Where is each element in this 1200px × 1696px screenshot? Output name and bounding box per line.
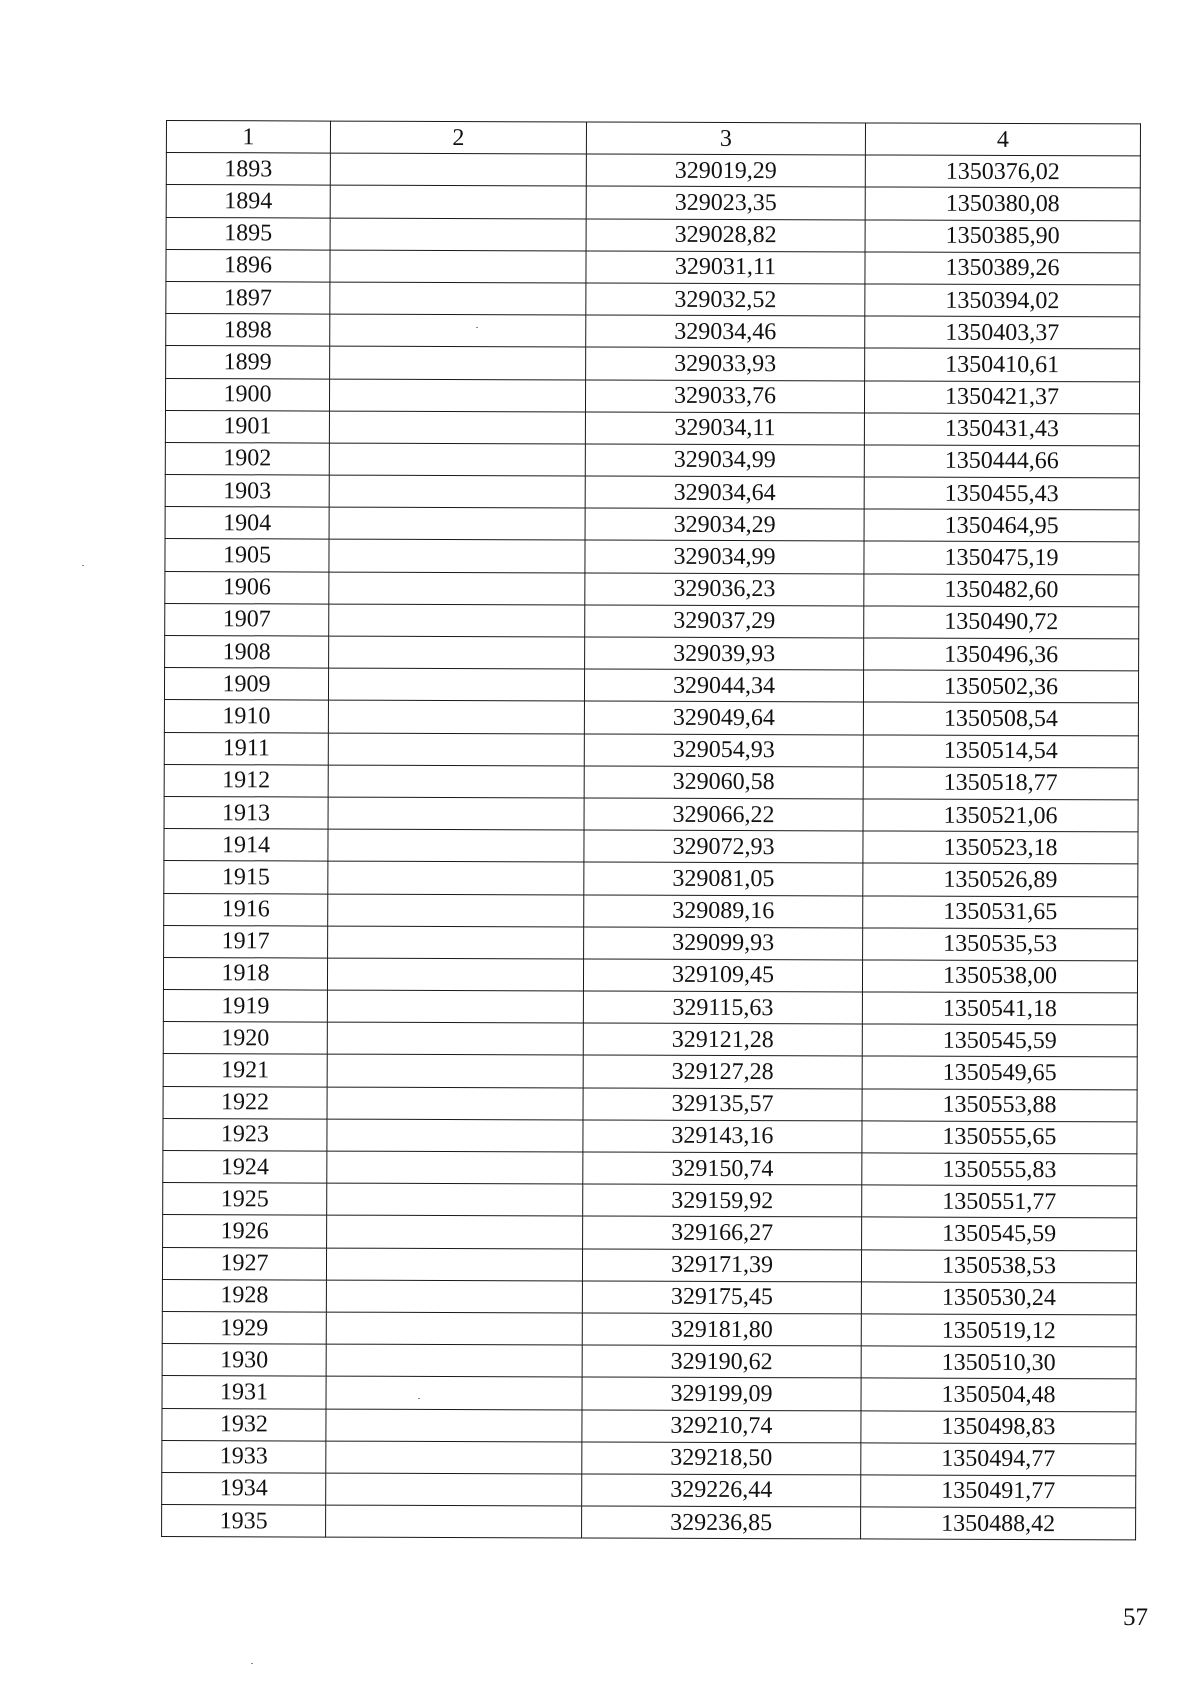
table-row — [163, 1054, 1137, 1090]
point-number-cell: 1905 — [165, 539, 329, 572]
y-coordinate-cell: 1350545,59 — [862, 1024, 1137, 1057]
y-coordinate-cell: 1350385,90 — [865, 220, 1140, 253]
point-number-cell: 1915 — [164, 861, 328, 894]
x-coordinate-cell: 329099,93 — [584, 927, 863, 960]
y-coordinate-cell: 1350475,19 — [864, 541, 1139, 574]
x-coordinate-cell: 329210,74 — [582, 1409, 861, 1442]
y-coordinate-cell: 1350376,02 — [865, 155, 1140, 188]
blank-cell — [327, 1087, 583, 1120]
x-coordinate-cell: 329226,44 — [582, 1474, 861, 1507]
blank-cell — [326, 1248, 582, 1281]
blank-cell — [330, 153, 586, 186]
y-coordinate-cell: 1350403,37 — [865, 316, 1140, 349]
x-coordinate-cell: 329109,45 — [583, 959, 862, 992]
table-row — [166, 314, 1140, 350]
x-coordinate-cell: 329190,62 — [582, 1345, 861, 1378]
x-coordinate-cell: 329089,16 — [584, 894, 863, 927]
point-number-cell: 1911 — [164, 732, 328, 765]
x-coordinate-cell: 329218,50 — [582, 1442, 861, 1475]
point-number-cell: 1929 — [162, 1311, 326, 1344]
x-coordinate-cell: 329143,16 — [583, 1120, 862, 1153]
x-coordinate-cell: 329115,63 — [583, 991, 862, 1024]
table-row — [165, 507, 1139, 543]
column-header-4: 4 — [865, 123, 1140, 156]
y-coordinate-cell: 1350508,54 — [863, 702, 1138, 735]
blank-cell — [328, 894, 584, 927]
point-number-cell: 1894 — [166, 185, 330, 218]
x-coordinate-cell: 329049,64 — [584, 701, 863, 734]
point-number-cell: 1913 — [164, 796, 328, 829]
table-row — [164, 732, 1138, 768]
table-row — [162, 1505, 1136, 1541]
point-number-cell: 1919 — [163, 990, 327, 1023]
blank-cell — [327, 1119, 583, 1152]
scan-speck — [251, 1663, 253, 1664]
y-coordinate-cell: 1350498,83 — [861, 1410, 1136, 1443]
blank-cell — [326, 1473, 582, 1506]
blank-cell — [328, 765, 584, 798]
x-coordinate-cell: 329044,34 — [584, 669, 863, 702]
table-row — [163, 957, 1137, 993]
point-number-cell: 1897 — [166, 281, 330, 314]
x-coordinate-cell: 329060,58 — [584, 766, 863, 799]
x-coordinate-cell: 329019,29 — [586, 154, 865, 187]
y-coordinate-cell: 1350464,95 — [864, 509, 1139, 542]
point-number-cell: 1908 — [165, 635, 329, 668]
blank-cell — [330, 314, 586, 347]
point-number-cell: 1927 — [162, 1247, 326, 1280]
point-number-cell: 1925 — [163, 1183, 327, 1216]
x-coordinate-cell: 329034,99 — [585, 540, 864, 573]
table-row — [165, 475, 1139, 511]
y-coordinate-cell: 1350526,89 — [863, 863, 1138, 896]
blank-cell — [328, 861, 584, 894]
table-row — [162, 1440, 1136, 1476]
blank-cell — [328, 829, 584, 862]
point-number-cell: 1914 — [164, 829, 328, 862]
y-coordinate-cell: 1350482,60 — [864, 574, 1139, 607]
point-number-cell: 1909 — [164, 668, 328, 701]
x-coordinate-cell: 329199,09 — [582, 1377, 861, 1410]
blank-cell — [326, 1409, 582, 1442]
blank-cell — [327, 1215, 583, 1248]
y-coordinate-cell: 1350541,18 — [862, 992, 1137, 1025]
table-row — [165, 603, 1139, 639]
point-number-cell: 1923 — [163, 1118, 327, 1151]
x-coordinate-cell: 329033,93 — [586, 347, 865, 380]
blank-cell — [327, 990, 583, 1023]
blank-cell — [329, 636, 585, 669]
point-number-cell: 1893 — [166, 153, 330, 186]
point-number-cell: 1933 — [162, 1440, 326, 1473]
y-coordinate-cell: 1350510,30 — [861, 1346, 1136, 1379]
scan-speck — [82, 565, 84, 566]
blank-cell — [329, 443, 585, 476]
y-coordinate-cell: 1350431,43 — [864, 413, 1139, 446]
table-row — [166, 346, 1140, 382]
x-coordinate-cell: 329166,27 — [583, 1216, 862, 1249]
table-row — [165, 539, 1139, 575]
blank-cell — [327, 1183, 583, 1216]
x-coordinate-cell: 329072,93 — [584, 830, 863, 863]
table-row — [163, 1086, 1137, 1122]
blank-cell — [326, 1376, 582, 1409]
point-number-cell: 1901 — [165, 410, 329, 443]
table-row — [163, 1150, 1137, 1186]
y-coordinate-cell: 1350455,43 — [864, 477, 1139, 510]
x-coordinate-cell: 329081,05 — [584, 862, 863, 895]
table-row — [163, 990, 1137, 1026]
blank-cell — [326, 1505, 582, 1538]
point-number-cell: 1924 — [163, 1150, 327, 1183]
table-row — [164, 893, 1138, 929]
x-coordinate-cell: 329159,92 — [583, 1184, 862, 1217]
y-coordinate-cell: 1350514,54 — [863, 735, 1138, 768]
table-row — [163, 1183, 1137, 1219]
y-coordinate-cell: 1350523,18 — [863, 831, 1138, 864]
table-row — [164, 796, 1138, 832]
blank-cell — [328, 797, 584, 830]
y-coordinate-cell: 1350553,88 — [862, 1089, 1137, 1122]
point-number-cell: 1912 — [164, 764, 328, 797]
x-coordinate-cell: 329034,29 — [585, 508, 864, 541]
table-row — [165, 442, 1139, 478]
scan-speck — [418, 1398, 420, 1399]
point-number-cell: 1928 — [162, 1279, 326, 1312]
blank-cell — [329, 379, 585, 412]
x-coordinate-cell: 329033,76 — [585, 379, 864, 412]
point-number-cell: 1899 — [166, 346, 330, 379]
point-number-cell: 1917 — [164, 925, 328, 958]
point-number-cell: 1902 — [165, 442, 329, 475]
blank-cell — [329, 572, 585, 605]
blank-cell — [328, 733, 584, 766]
point-number-cell: 1895 — [166, 217, 330, 250]
x-coordinate-cell: 329175,45 — [582, 1281, 861, 1314]
y-coordinate-cell: 1350555,83 — [862, 1153, 1137, 1186]
table-row — [162, 1376, 1136, 1412]
table-row — [166, 153, 1140, 189]
x-coordinate-cell: 329150,74 — [583, 1152, 862, 1185]
y-coordinate-cell: 1350410,61 — [865, 348, 1140, 381]
point-number-cell: 1922 — [163, 1086, 327, 1119]
table-row — [162, 1247, 1136, 1283]
table-row — [162, 1311, 1136, 1347]
x-coordinate-cell: 329127,28 — [583, 1055, 862, 1088]
x-coordinate-cell: 329032,52 — [586, 283, 865, 316]
y-coordinate-cell: 1350535,53 — [863, 928, 1138, 961]
blank-cell — [326, 1441, 582, 1474]
y-coordinate-cell: 1350545,59 — [862, 1217, 1137, 1250]
y-coordinate-cell: 1350538,00 — [862, 960, 1137, 993]
table-row — [163, 1022, 1137, 1058]
table-row — [166, 217, 1140, 253]
y-coordinate-cell: 1350494,77 — [861, 1443, 1136, 1476]
x-coordinate-cell: 329181,80 — [582, 1313, 861, 1346]
table-header-row — [166, 121, 1140, 157]
x-coordinate-cell: 329039,93 — [585, 637, 864, 670]
blank-cell — [326, 1312, 582, 1345]
y-coordinate-cell: 1350421,37 — [864, 380, 1139, 413]
x-coordinate-cell: 329054,93 — [584, 734, 863, 767]
y-coordinate-cell: 1350531,65 — [863, 895, 1138, 928]
point-number-cell: 1904 — [165, 507, 329, 540]
x-coordinate-cell: 329034,99 — [585, 444, 864, 477]
table-row — [166, 249, 1140, 285]
blank-cell — [328, 700, 584, 733]
point-number-cell: 1930 — [162, 1344, 326, 1377]
x-coordinate-cell: 329028,82 — [586, 219, 865, 252]
y-coordinate-cell: 1350389,26 — [865, 252, 1140, 285]
table-row — [163, 1118, 1137, 1154]
page-number: 57 — [1123, 1604, 1148, 1631]
blank-cell — [328, 926, 584, 959]
point-number-cell: 1935 — [162, 1505, 326, 1538]
table-row — [164, 700, 1138, 736]
table-row — [165, 571, 1139, 607]
blank-cell — [330, 218, 586, 251]
blank-cell — [330, 346, 586, 379]
blank-cell — [328, 668, 584, 701]
table-row — [165, 410, 1139, 446]
table-row — [164, 829, 1138, 865]
scan-speck — [476, 327, 478, 328]
table-row — [163, 1215, 1137, 1251]
blank-cell — [326, 1280, 582, 1313]
blank-cell — [327, 1022, 583, 1055]
table-row — [162, 1344, 1136, 1380]
blank-cell — [330, 185, 586, 218]
table-row — [164, 668, 1138, 704]
blank-cell — [329, 411, 585, 444]
x-coordinate-cell: 329171,39 — [582, 1249, 861, 1282]
blank-cell — [329, 540, 585, 573]
y-coordinate-cell: 1350555,65 — [862, 1121, 1137, 1154]
point-number-cell: 1916 — [164, 893, 328, 926]
y-coordinate-cell: 1350519,12 — [861, 1314, 1136, 1347]
y-coordinate-cell: 1350518,77 — [863, 767, 1138, 800]
blank-cell — [329, 604, 585, 637]
table-row — [166, 185, 1140, 221]
x-coordinate-cell: 329036,23 — [585, 573, 864, 606]
point-number-cell: 1896 — [166, 249, 330, 282]
y-coordinate-cell: 1350551,77 — [862, 1185, 1137, 1218]
y-coordinate-cell: 1350444,66 — [864, 445, 1139, 478]
column-header-1: 1 — [166, 121, 330, 154]
y-coordinate-cell: 1350491,77 — [861, 1475, 1136, 1508]
x-coordinate-cell: 329034,64 — [585, 476, 864, 509]
blank-cell — [327, 1055, 583, 1088]
point-number-cell: 1900 — [165, 378, 329, 411]
y-coordinate-cell: 1350549,65 — [862, 1056, 1137, 1089]
y-coordinate-cell: 1350394,02 — [865, 284, 1140, 317]
table-row — [162, 1408, 1136, 1444]
x-coordinate-cell: 329037,29 — [585, 605, 864, 638]
point-number-cell: 1921 — [163, 1054, 327, 1087]
point-number-cell: 1903 — [165, 475, 329, 508]
x-coordinate-cell: 329034,46 — [586, 315, 865, 348]
point-number-cell: 1926 — [163, 1215, 327, 1248]
blank-cell — [327, 958, 583, 991]
table-row — [162, 1472, 1136, 1508]
point-number-cell: 1920 — [163, 1022, 327, 1055]
table-row — [165, 378, 1139, 414]
y-coordinate-cell: 1350380,08 — [865, 187, 1140, 220]
x-coordinate-cell: 329023,35 — [586, 186, 865, 219]
y-coordinate-cell: 1350502,36 — [863, 670, 1138, 703]
table-row — [162, 1279, 1136, 1315]
x-coordinate-cell: 329034,11 — [585, 412, 864, 445]
point-number-cell: 1918 — [163, 957, 327, 990]
table-row — [166, 281, 1140, 317]
table-row — [165, 635, 1139, 671]
point-number-cell: 1934 — [162, 1472, 326, 1505]
table-body — [162, 153, 1141, 1540]
point-number-cell: 1931 — [162, 1376, 326, 1409]
point-number-cell: 1898 — [166, 314, 330, 347]
column-header-3: 3 — [586, 122, 865, 155]
x-coordinate-cell: 329031,11 — [586, 251, 865, 284]
x-coordinate-cell: 329135,57 — [583, 1088, 862, 1121]
blank-cell — [330, 250, 586, 283]
y-coordinate-cell: 1350538,53 — [861, 1249, 1136, 1282]
point-number-cell: 1932 — [162, 1408, 326, 1441]
y-coordinate-cell: 1350504,48 — [861, 1378, 1136, 1411]
x-coordinate-cell: 329236,85 — [582, 1506, 861, 1539]
blank-cell — [327, 1151, 583, 1184]
y-coordinate-cell: 1350488,42 — [861, 1507, 1136, 1540]
blank-cell — [329, 507, 585, 540]
blank-cell — [329, 475, 585, 508]
x-coordinate-cell: 329121,28 — [583, 1023, 862, 1056]
table-row — [164, 861, 1138, 897]
blank-cell — [326, 1344, 582, 1377]
y-coordinate-cell: 1350521,06 — [863, 799, 1138, 832]
x-coordinate-cell: 329066,22 — [584, 798, 863, 831]
y-coordinate-cell: 1350530,24 — [861, 1282, 1136, 1315]
point-number-cell: 1906 — [165, 571, 329, 604]
table-row — [164, 925, 1138, 961]
coordinates-table — [161, 120, 1141, 1541]
table-row — [164, 764, 1138, 800]
y-coordinate-cell: 1350496,36 — [864, 638, 1139, 671]
point-number-cell: 1910 — [164, 700, 328, 733]
point-number-cell: 1907 — [165, 603, 329, 636]
y-coordinate-cell: 1350490,72 — [864, 606, 1139, 639]
blank-cell — [330, 282, 586, 315]
column-header-2: 2 — [330, 121, 586, 154]
